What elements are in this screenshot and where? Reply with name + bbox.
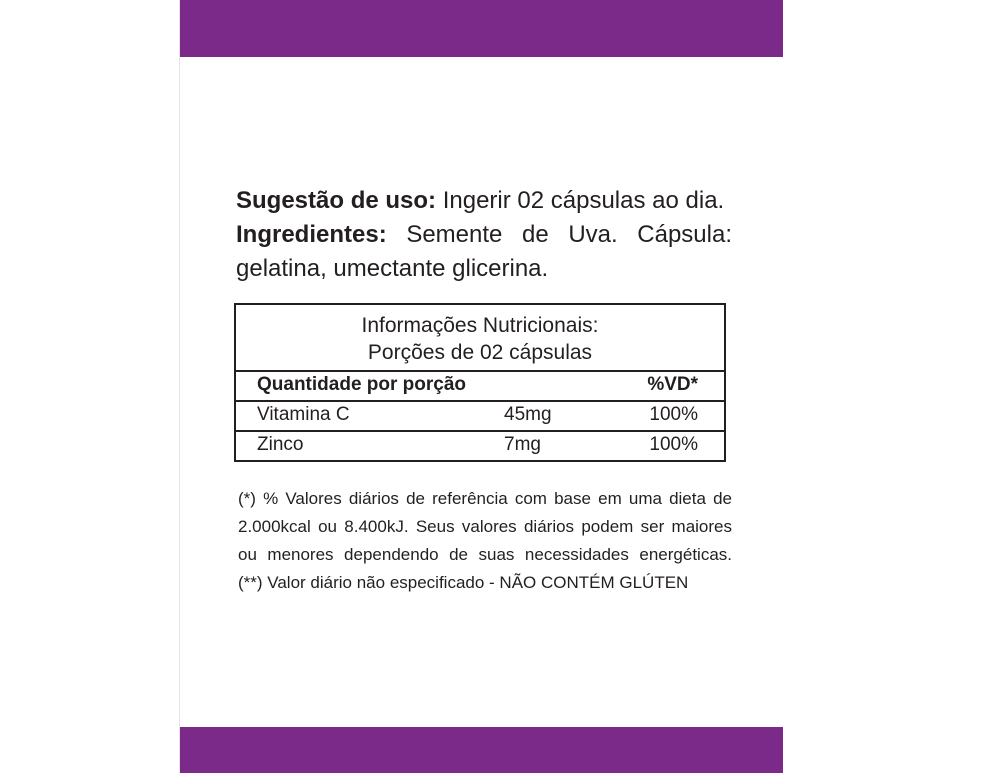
suggestion-line — [236, 184, 732, 218]
ingredients-label: Ingredientes: — [236, 221, 387, 248]
nutrient-quantity: 45mg — [504, 404, 552, 425]
footnote-line: ou menores dependendo de suas necessidades energéticas. — [238, 545, 732, 564]
footnote — [238, 485, 732, 597]
nutrition-header-row — [236, 372, 724, 402]
table-row — [236, 402, 724, 432]
bottom-color-band — [180, 727, 783, 773]
nutrient-quantity: 7mg — [504, 434, 541, 455]
header-quantity: Quantidade por porção — [257, 374, 467, 395]
footnote-line: 2.000kcal ou 8.400kJ. Seus valores diários podem ser maiores — [238, 517, 732, 536]
nutrient-name: Vitamina C — [257, 404, 350, 425]
ingredients-line — [236, 218, 732, 252]
nutrient-vd: 100% — [649, 434, 698, 455]
suggestion-text: Ingerir 02 cápsulas ao dia. — [442, 187, 725, 214]
ingredients-text-2: gelatina, umectante glicerina. — [236, 255, 549, 282]
nutrition-facts-table — [234, 303, 726, 462]
footnote-line: (**) Valor diário não especificado - NÃO CONTÉM GLÚTEN — [238, 573, 689, 592]
header-vd: %VD* — [647, 374, 698, 395]
suggestion-label: Sugestão de uso: — [236, 187, 437, 214]
nutrition-title: Informações Nutricionais: — [361, 314, 599, 337]
usage-instructions — [236, 184, 732, 286]
nutrient-name: Zinco — [257, 434, 304, 455]
table-row — [236, 432, 724, 460]
ingredients-text-1: Semente de Uva. Cápsula: — [406, 221, 733, 248]
footnote-line: (*) % Valores diários de referência com base em uma dieta de — [238, 489, 732, 508]
nutrient-vd: 100% — [649, 404, 698, 425]
nutrition-table-title — [236, 305, 724, 372]
serving-size: Porções de 02 cápsulas — [367, 341, 593, 364]
top-color-band — [180, 0, 783, 57]
